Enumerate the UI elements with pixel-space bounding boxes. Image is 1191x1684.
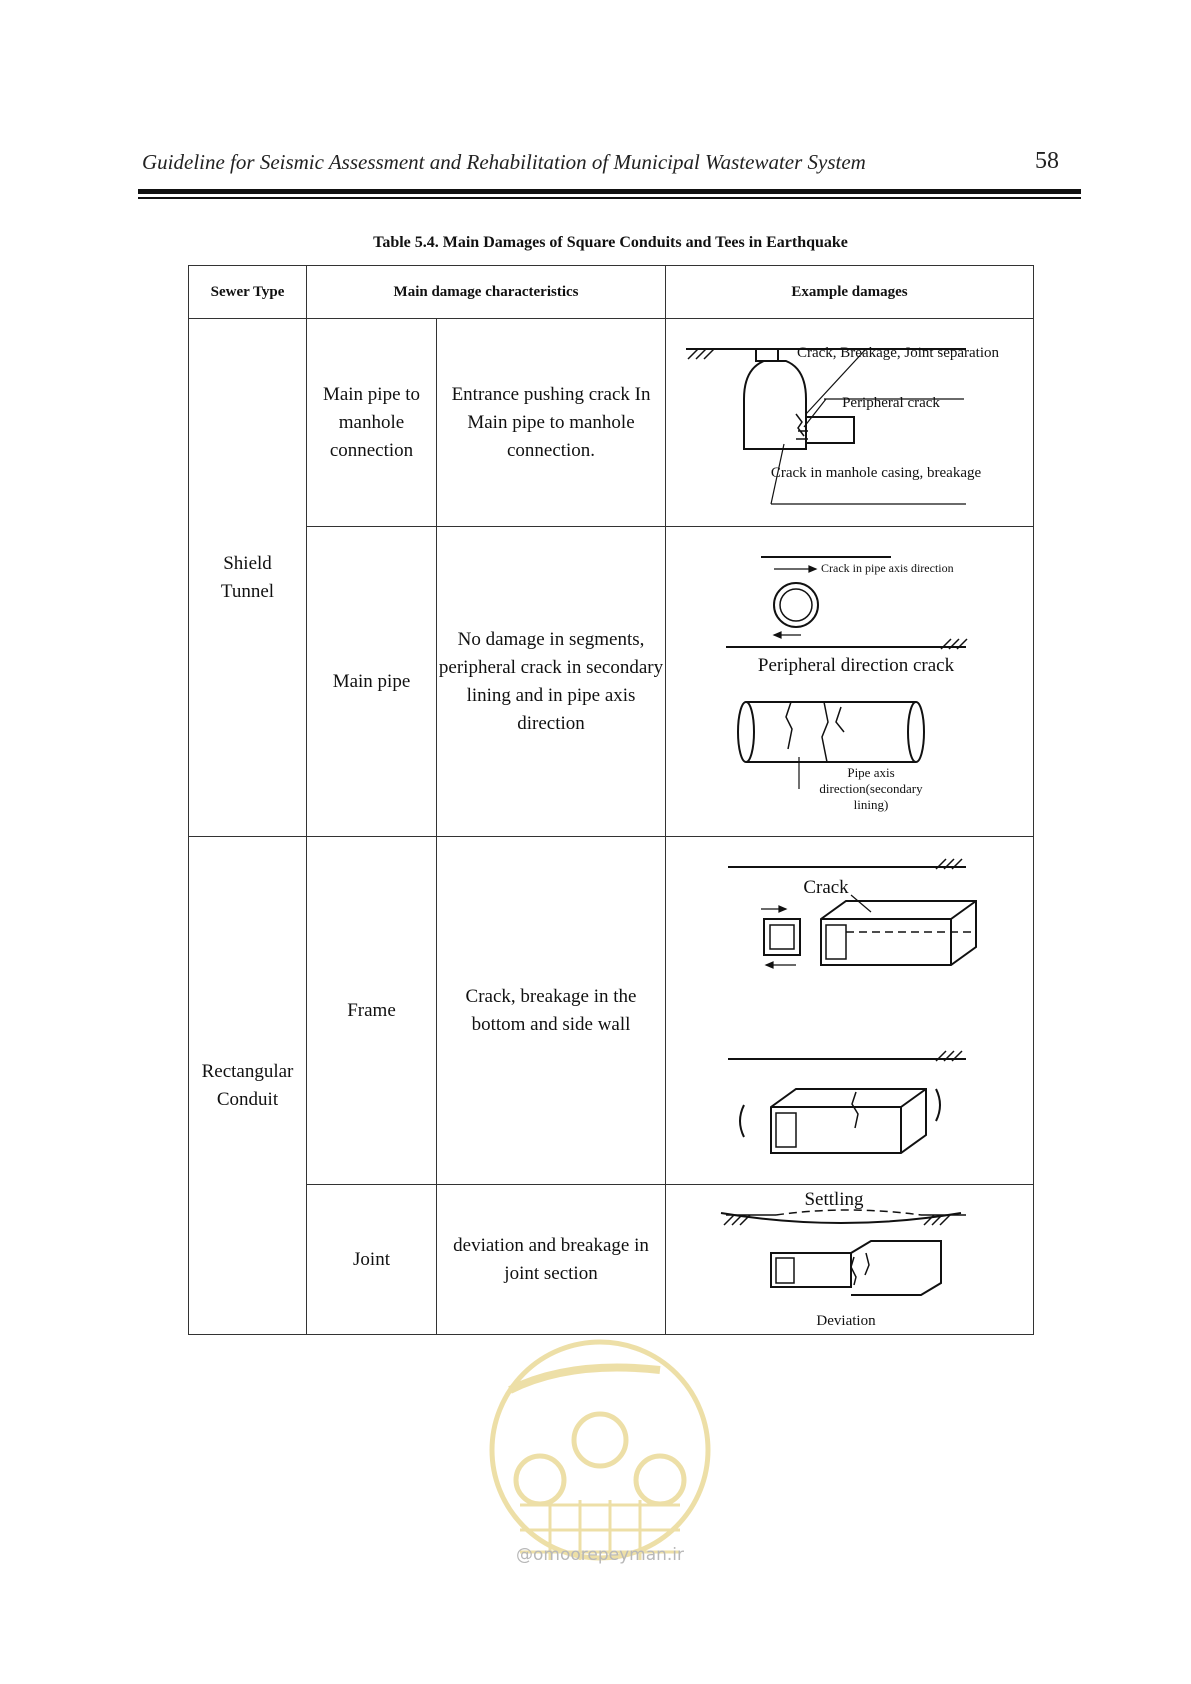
figure-label: Crack, Breakage, Joint separation	[797, 345, 1000, 361]
sewer-type-cell: Rectangular Conduit	[189, 837, 307, 1335]
joint-deviation-figure	[666, 1185, 1034, 1334]
description-cell: deviation and breakage in joint section	[437, 1185, 666, 1335]
figure-label: Deviation	[816, 1313, 876, 1329]
description-cell: Crack, breakage in the bottom and side wall	[437, 837, 666, 1185]
figure-label: Crack in manhole casing, breakage	[770, 465, 982, 481]
figure-label: Peripheral direction crack	[757, 655, 955, 676]
figure-label: Crack in pipe axis direction	[821, 561, 954, 575]
example-figure-cell	[666, 319, 1034, 527]
figure-label: Pipe axis direction(secondary lining)	[819, 765, 923, 812]
column-header-example-damages: Example damages	[666, 266, 1034, 319]
frame-damage-figure	[666, 837, 1034, 1184]
description-cell: No damage in segments, peripheral crack in secondary lining and in pipe axis direction	[437, 527, 666, 837]
description-cell: Entrance pushing crack In Main pipe to manhole connection.	[437, 319, 666, 527]
table-header-row	[189, 266, 1034, 319]
table-row	[189, 1185, 1034, 1335]
example-figure-cell	[666, 527, 1034, 837]
header-rule-thick	[138, 189, 1081, 194]
column-header-sewer-type: Sewer Type	[189, 266, 307, 319]
figure-label: Settling	[804, 1189, 864, 1210]
table-row	[189, 837, 1034, 1185]
main-pipe-figure	[666, 527, 1034, 836]
damage-table	[188, 265, 1034, 1335]
watermark-text: @omoorepeyman.ir	[515, 1545, 685, 1565]
example-figure-cell	[666, 1185, 1034, 1335]
example-figure-cell	[666, 837, 1034, 1185]
header-rule-thin	[138, 197, 1081, 199]
element-cell: Frame	[307, 837, 437, 1185]
column-header-damage-characteristics: Main damage characteristics	[307, 266, 666, 319]
table-row	[189, 527, 1034, 837]
element-cell: Main pipe to manhole connection	[307, 319, 437, 527]
manhole-connection-figure	[666, 319, 1034, 526]
figure-label: Peripheral crack	[842, 395, 940, 411]
table-caption: Table 5.4. Main Damages of Square Conduits and Tees in Earthquake	[373, 234, 848, 251]
running-header: Guideline for Seismic Assessment and Rehabilitation of Municipal Wastewater System	[142, 150, 866, 174]
element-cell: Main pipe	[307, 527, 437, 837]
element-cell: Joint	[307, 1185, 437, 1335]
table-row	[189, 319, 1034, 527]
figure-label: Crack	[803, 877, 849, 898]
sewer-type-cell: Shield Tunnel	[189, 319, 307, 837]
page-number: 58	[1035, 148, 1059, 174]
